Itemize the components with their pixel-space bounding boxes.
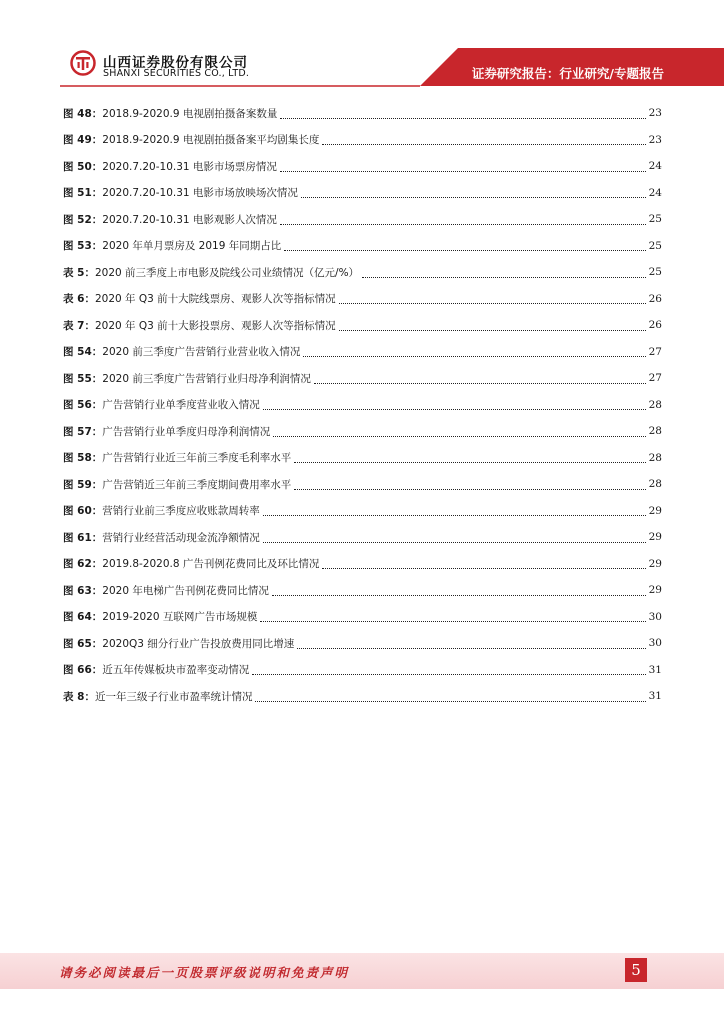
toc-entry-number: 图 66： xyxy=(63,664,103,677)
toc-entry-label xyxy=(63,583,269,598)
toc-leader-dots xyxy=(297,648,645,649)
toc-entry-page: 28 xyxy=(648,478,662,491)
toc-leader-dots xyxy=(252,674,645,675)
toc-entry-number: 图 57： xyxy=(63,425,103,438)
toc-entry-page: 23 xyxy=(648,133,662,146)
toc-entry-title: 2019-2020 互联网广告市场规模 xyxy=(102,611,258,624)
toc-entry[interactable] xyxy=(63,392,662,419)
toc-entry-page: 24 xyxy=(648,186,662,199)
toc-entry-label xyxy=(63,344,300,359)
toc-entry[interactable] xyxy=(63,577,662,604)
toc-entry-page: 28 xyxy=(648,425,662,438)
toc-entry-label xyxy=(63,106,277,121)
toc-entry-page: 26 xyxy=(648,292,662,305)
toc-entry-label xyxy=(63,371,311,386)
toc-entry-number: 图 62： xyxy=(63,558,103,571)
toc-entry-title: 广告营销行业单季度归母净利润情况 xyxy=(102,425,271,438)
toc-entry-number: 图 54： xyxy=(63,346,103,359)
toc-entry-number: 图 53： xyxy=(63,240,103,253)
toc-entry[interactable] xyxy=(63,551,662,578)
toc-entry-page: 27 xyxy=(648,345,662,358)
toc-leader-dots xyxy=(263,542,646,543)
toc-entry-label xyxy=(63,318,336,333)
toc-entry-number: 图 60： xyxy=(63,505,103,518)
toc-entry[interactable] xyxy=(63,127,662,154)
toc-entry-page: 26 xyxy=(648,319,662,332)
toc-entry-page: 28 xyxy=(648,398,662,411)
toc-entry-number: 图 51： xyxy=(63,187,103,200)
toc-entry-title: 2020 年 Q3 前十大院线票房、观影人次等指标情况 xyxy=(94,293,336,306)
toc-leader-dots xyxy=(273,436,645,437)
toc-entry-title: 2020.7.20-10.31 电影观影人次情况 xyxy=(102,213,277,226)
toc-entry-title: 近五年传媒板块市盈率变动情况 xyxy=(102,664,250,677)
toc-entry-label xyxy=(63,132,319,147)
toc-entry-title: 2020.7.20-10.31 电影市场票房情况 xyxy=(102,160,277,173)
toc-entry-number: 表 5： xyxy=(63,266,95,279)
toc-entry-page: 30 xyxy=(648,637,662,650)
toc-leader-dots xyxy=(255,701,645,702)
toc-entry-number: 图 50： xyxy=(63,160,103,173)
toc-entry-label xyxy=(63,238,281,253)
toc-entry-page: 29 xyxy=(648,504,662,517)
toc-entry-label xyxy=(63,291,336,306)
toc-entry-label xyxy=(63,689,252,704)
toc-entry-title: 2020 前三季度广告营销行业营业收入情况 xyxy=(102,346,301,359)
toc-entry-label xyxy=(63,397,260,412)
toc-leader-dots xyxy=(280,118,645,119)
toc-leader-dots xyxy=(284,250,645,251)
toc-entry-page: 29 xyxy=(648,531,662,544)
toc-leader-dots xyxy=(339,330,646,331)
toc-entry-page: 25 xyxy=(648,266,662,279)
toc-leader-dots xyxy=(322,144,645,145)
toc-entry-label xyxy=(63,185,298,200)
toc-entry-number: 图 59： xyxy=(63,478,103,491)
toc-entry-title: 广告营销近三年前三季度期间费用率水平 xyxy=(102,478,292,491)
toc-leader-dots xyxy=(260,621,645,622)
company-name-en: SHANXI SECURITIES CO., LTD. xyxy=(103,68,250,79)
toc-entry-title: 广告营销行业单季度营业收入情况 xyxy=(102,399,260,412)
toc-entry[interactable] xyxy=(63,498,662,525)
toc-entry-page: 24 xyxy=(648,160,662,173)
toc-entry-title: 营销行业经营活动现金流净额情况 xyxy=(102,531,260,544)
page-header xyxy=(0,0,724,98)
toc-entry-number: 图 55： xyxy=(63,372,103,385)
toc-entry-label xyxy=(63,265,359,280)
toc-entry-number: 图 64： xyxy=(63,611,103,624)
toc-list xyxy=(63,100,662,710)
toc-leader-dots xyxy=(294,489,645,490)
toc-entry-number: 图 65： xyxy=(63,637,103,650)
toc-entry-page: 29 xyxy=(648,557,662,570)
toc-entry-title: 2020 年电梯广告刊例花费同比情况 xyxy=(102,584,269,597)
toc-entry[interactable] xyxy=(63,286,662,313)
toc-entry-title: 2018.9-2020.9 电视剧拍摄备案数量 xyxy=(102,107,278,120)
page-number: 5 xyxy=(625,958,647,982)
toc-entry-number: 图 56： xyxy=(63,399,103,412)
company-name-cn: 山西证券股份有限公司 xyxy=(103,55,248,71)
footer-disclaimer: 请务必阅读最后一页股票评级说明和免责声明 xyxy=(59,965,350,980)
toc-entry[interactable] xyxy=(63,445,662,472)
toc-entry-title: 2020.7.20-10.31 电影市场放映场次情况 xyxy=(102,187,298,200)
toc-entry[interactable] xyxy=(63,471,662,498)
toc-leader-dots xyxy=(263,409,646,410)
toc-entry-label xyxy=(63,609,257,624)
header-banner xyxy=(0,0,724,98)
toc-entry-number: 图 63： xyxy=(63,584,103,597)
toc-entry[interactable] xyxy=(63,206,662,233)
toc-entry-number: 图 58： xyxy=(63,452,103,465)
toc-entry-label xyxy=(63,450,291,465)
toc-leader-dots xyxy=(362,277,646,278)
toc-entry-number: 图 48： xyxy=(63,107,103,120)
toc-entry-label xyxy=(63,530,260,545)
report-type-label: 证券研究报告：行业研究/专题报告 xyxy=(471,66,664,81)
toc-entry-label xyxy=(63,636,294,651)
toc-entry-page: 27 xyxy=(648,372,662,385)
toc-entry[interactable] xyxy=(63,259,662,286)
toc-leader-dots xyxy=(263,515,646,516)
toc-entry-page: 31 xyxy=(648,690,662,703)
toc-entry-page: 23 xyxy=(648,107,662,120)
toc-entry[interactable] xyxy=(63,339,662,366)
toc-entry-label xyxy=(63,477,291,492)
toc-entry-label xyxy=(63,662,249,677)
toc-leader-dots xyxy=(314,383,646,384)
toc-entry-number: 图 52： xyxy=(63,213,103,226)
toc-entry-page: 29 xyxy=(648,584,662,597)
toc-leader-dots xyxy=(339,303,646,304)
toc-entry-title: 2020 前三季度广告营销行业归母净利润情况 xyxy=(102,372,311,385)
toc-entry-title: 2020 年 Q3 前十大影投票房、观影人次等指标情况 xyxy=(94,319,336,332)
toc-entry[interactable] xyxy=(63,604,662,631)
toc-entry-page: 25 xyxy=(648,239,662,252)
toc-leader-dots xyxy=(272,595,646,596)
toc-entry-page: 28 xyxy=(648,451,662,464)
toc-entry[interactable] xyxy=(63,418,662,445)
toc-entry-title: 2020Q3 细分行业广告投放费用同比增速 xyxy=(102,637,295,650)
toc-leader-dots xyxy=(322,568,645,569)
toc-entry-title: 2020 年单月票房及 2019 年同期占比 xyxy=(102,240,282,253)
toc-entry[interactable] xyxy=(63,153,662,180)
toc-entry-page: 31 xyxy=(648,663,662,676)
toc-entry[interactable] xyxy=(63,365,662,392)
toc-entry[interactable] xyxy=(63,312,662,339)
toc-leader-dots xyxy=(301,197,646,198)
toc-entry-number: 表 6： xyxy=(63,293,95,306)
toc-entry[interactable] xyxy=(63,180,662,207)
toc-entry[interactable] xyxy=(63,524,662,551)
toc-entry-title: 广告营销行业近三年前三季度毛利率水平 xyxy=(102,452,292,465)
toc-entry[interactable] xyxy=(63,683,662,710)
toc-entry-title: 近一年三级子行业市盈率统计情况 xyxy=(94,690,253,703)
toc-entry-label xyxy=(63,556,319,571)
toc-leader-dots xyxy=(280,224,646,225)
toc-entry[interactable] xyxy=(63,630,662,657)
toc-entry-label xyxy=(63,424,270,439)
toc-entry-title: 2019.8-2020.8 广告刊例花费同比及环比情况 xyxy=(102,558,320,571)
toc-entry-number: 表 7： xyxy=(63,319,95,332)
toc-entry-number: 图 61： xyxy=(63,531,103,544)
toc-entry-number: 表 8： xyxy=(63,690,95,703)
toc-entry-title: 2020 前三季度上市电影及院线公司业绩情况（亿元/%） xyxy=(94,266,360,279)
toc-entry[interactable] xyxy=(63,233,662,260)
toc-leader-dots xyxy=(280,171,646,172)
toc-leader-dots xyxy=(294,462,645,463)
shanxi-securities-logo-icon xyxy=(70,50,96,76)
toc-entry[interactable] xyxy=(63,100,662,127)
toc-leader-dots xyxy=(303,356,645,357)
toc-entry-label xyxy=(63,159,277,174)
toc-entry-title: 2018.9-2020.9 电视剧拍摄备案平均剧集长度 xyxy=(102,134,320,147)
toc-entry-number: 图 49： xyxy=(63,134,103,147)
toc-entry-page: 30 xyxy=(648,610,662,623)
toc-entry-label xyxy=(63,212,277,227)
toc-entry-title: 营销行业前三季度应收账款周转率 xyxy=(102,505,260,518)
toc-entry-page: 25 xyxy=(648,213,662,226)
toc-entry-label xyxy=(63,503,260,518)
toc-entry[interactable] xyxy=(63,657,662,684)
